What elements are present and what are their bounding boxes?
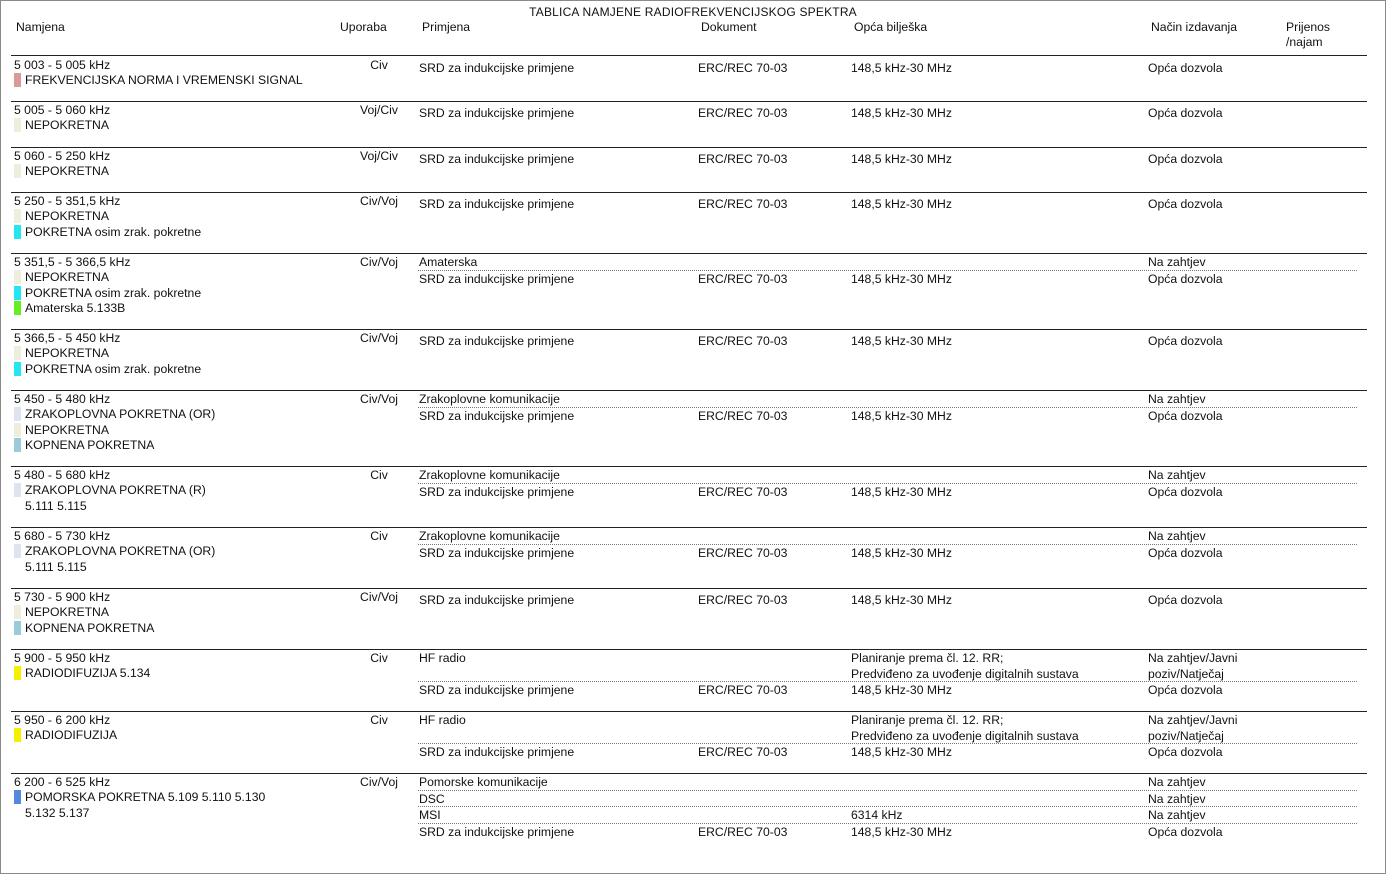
- primjena-cell: Zrakoplovne komunikacije: [419, 468, 560, 482]
- service-color-swatch: [14, 209, 21, 223]
- izdavanje-cell: Na zahtjev: [1148, 529, 1206, 543]
- uporaba-cell: Civ: [370, 58, 388, 72]
- izdavanje-cell: Opća dozvola: [1148, 334, 1223, 348]
- service-label: NEPOKRETNA: [25, 118, 109, 132]
- row-separator: [11, 329, 1367, 330]
- service-label: POKRETNA osim zrak. pokretne: [25, 224, 202, 239]
- table-title: TABLICA NAMJENE RADIOFREKVENCIJSKOG SPEKTRA: [529, 5, 857, 19]
- biljeska-cell: 148,5 kHz-30 MHz: [851, 197, 952, 211]
- service-label: POMORSKA POKRETNA 5.109 5.110 5.130: [25, 790, 266, 804]
- primjena-cell: Pomorske komunikacije: [419, 775, 548, 789]
- band-range: 6 200 - 6 525 kHz: [14, 775, 111, 789]
- dokument-cell: ERC/REC 70-03: [698, 152, 788, 166]
- table-row: [0, 255, 1386, 330]
- biljeska-cell: 6314 kHz: [851, 808, 903, 822]
- primjena-cell: SRD za indukcijske primjene: [419, 745, 575, 759]
- izdavanje-cell: Na zahtjev: [1148, 392, 1206, 406]
- primjena-cell: SRD za indukcijske primjene: [419, 546, 575, 560]
- biljeska-cell: 148,5 kHz-30 MHz: [851, 409, 952, 423]
- service-entry: [14, 346, 109, 362]
- service-entry: [14, 483, 206, 499]
- biljeska-cell: Predviđeno za uvođenje digitalnih sustava: [851, 728, 1079, 743]
- band-range: 5 680 - 5 730 kHz: [14, 529, 111, 543]
- header-biljeska: Opća bilješka: [854, 20, 928, 34]
- service-label: NEPOKRETNA: [25, 605, 109, 619]
- dokument-cell: ERC/REC 70-03: [698, 485, 788, 499]
- primjena-cell: MSI: [419, 808, 441, 822]
- row-separator: [11, 390, 1367, 391]
- izdavanje-cell: poziv/Natječaj: [1148, 666, 1224, 681]
- application-divider: [418, 806, 1357, 807]
- service-entry: [14, 666, 150, 682]
- header-prijenos-line1: Prijenos: [1286, 20, 1331, 34]
- service-color-swatch: [14, 362, 21, 376]
- service-label: 5.111 5.115: [25, 559, 87, 574]
- service-entry: [14, 286, 201, 302]
- service-entry: [14, 118, 109, 134]
- service-color-swatch: [14, 666, 21, 680]
- dokument-cell: ERC/REC 70-03: [698, 593, 788, 607]
- application-divider: [418, 270, 1357, 271]
- service-color-swatch: [14, 544, 21, 558]
- service-color-swatch: [14, 301, 21, 315]
- primjena-cell: SRD za indukcijske primjene: [419, 409, 575, 423]
- izdavanje-cell: Na zahtjev: [1148, 792, 1206, 806]
- service-color-swatch: [14, 483, 21, 497]
- biljeska-cell: 148,5 kHz-30 MHz: [851, 106, 952, 120]
- service-label: NEPOKRETNA: [25, 164, 109, 178]
- band-range: 5 900 - 5 950 kHz: [14, 651, 111, 665]
- izdavanje-cell: Na zahtjev: [1148, 468, 1206, 482]
- service-label: 5.111 5.115: [25, 498, 87, 513]
- service-color-swatch: [14, 621, 21, 635]
- biljeska-cell: 148,5 kHz-30 MHz: [851, 593, 952, 607]
- service-color-swatch: [14, 118, 21, 132]
- header-uporaba: Uporaba: [340, 20, 387, 34]
- service-entry: [14, 270, 109, 286]
- dokument-cell: ERC/REC 70-03: [698, 409, 788, 423]
- biljeska-cell: Planiranje prema čl. 12. RR;: [851, 651, 1004, 665]
- table-row: [0, 103, 1386, 148]
- primjena-cell: SRD za indukcijske primjene: [419, 152, 575, 166]
- biljeska-cell: Planiranje prema čl. 12. RR;: [851, 713, 1004, 727]
- header-primjena: Primjena: [422, 20, 471, 34]
- service-color-swatch: [14, 790, 21, 804]
- primjena-cell: DSC: [419, 792, 445, 806]
- application-divider: [418, 483, 1357, 484]
- application-divider: [418, 823, 1357, 824]
- primjena-cell: HF radio: [419, 713, 466, 727]
- service-entry: [14, 407, 215, 423]
- dokument-cell: ERC/REC 70-03: [698, 745, 788, 759]
- row-separator: [11, 147, 1367, 148]
- service-color-swatch: [14, 423, 21, 437]
- primjena-cell: SRD za indukcijske primjene: [419, 197, 575, 211]
- uporaba-cell: Civ: [370, 468, 388, 482]
- primjena-cell: SRD za indukcijske primjene: [419, 593, 575, 607]
- service-label: RADIODIFUZIJA: [25, 728, 118, 742]
- table-row: [0, 651, 1386, 712]
- izdavanje-cell: Na zahtjev: [1148, 808, 1206, 822]
- service-entry: [14, 225, 201, 241]
- izdavanje-cell: Opća dozvola: [1148, 825, 1223, 839]
- row-separator: [11, 101, 1367, 102]
- biljeska-cell: 148,5 kHz-30 MHz: [851, 825, 952, 839]
- primjena-cell: SRD za indukcijske primjene: [419, 334, 575, 348]
- primjena-cell: SRD za indukcijske primjene: [419, 683, 575, 697]
- biljeska-cell: 148,5 kHz-30 MHz: [851, 745, 952, 759]
- table-row: [0, 775, 1386, 852]
- primjena-cell: SRD za indukcijske primjene: [419, 106, 575, 120]
- service-entry: [14, 438, 154, 454]
- row-separator: [11, 192, 1367, 193]
- izdavanje-cell: poziv/Natječaj: [1148, 728, 1224, 743]
- service-color-swatch: [14, 806, 21, 820]
- row-separator: [11, 527, 1367, 528]
- service-color-swatch: [14, 407, 21, 421]
- uporaba-cell: Civ: [370, 651, 388, 665]
- dokument-cell: ERC/REC 70-03: [698, 334, 788, 348]
- service-label: NEPOKRETNA: [25, 346, 109, 360]
- application-divider: [418, 544, 1357, 545]
- dokument-cell: ERC/REC 70-03: [698, 61, 788, 75]
- primjena-cell: SRD za indukcijske primjene: [419, 485, 575, 499]
- header-rule: [11, 55, 1367, 56]
- service-label: NEPOKRETNA: [25, 270, 109, 284]
- band-range: 5 950 - 6 200 kHz: [14, 713, 111, 727]
- izdavanje-cell: Opća dozvola: [1148, 152, 1223, 166]
- header-prijenos-line2: /najam: [1286, 35, 1323, 49]
- service-entry: [14, 362, 201, 378]
- service-label: POKRETNA osim zrak. pokretne: [25, 285, 202, 300]
- primjena-cell: Zrakoplovne komunikacije: [419, 529, 560, 543]
- biljeska-cell: 148,5 kHz-30 MHz: [851, 485, 952, 499]
- service-entry: [14, 790, 265, 806]
- service-label: RADIODIFUZIJA 5.134: [25, 666, 151, 680]
- izdavanje-cell: Opća dozvola: [1148, 485, 1223, 499]
- service-label: NEPOKRETNA: [25, 209, 109, 223]
- row-separator: [11, 773, 1367, 774]
- service-entry: [14, 544, 215, 560]
- table-row: [0, 529, 1386, 589]
- uporaba-cell: Civ/Voj: [360, 590, 398, 604]
- band-range: 5 250 - 5 351,5 kHz: [14, 194, 121, 208]
- primjena-cell: Zrakoplovne komunikacije: [419, 392, 560, 406]
- izdavanje-cell: Na zahtjev: [1148, 255, 1206, 269]
- service-color-swatch: [14, 73, 21, 87]
- biljeska-cell: 148,5 kHz-30 MHz: [851, 683, 952, 697]
- biljeska-cell: 148,5 kHz-30 MHz: [851, 272, 952, 286]
- application-divider: [418, 790, 1357, 791]
- service-color-swatch: [14, 225, 21, 239]
- dokument-cell: ERC/REC 70-03: [698, 825, 788, 839]
- dokument-cell: ERC/REC 70-03: [698, 106, 788, 120]
- service-color-swatch: [14, 346, 21, 360]
- dokument-cell: ERC/REC 70-03: [698, 546, 788, 560]
- service-color-swatch: [14, 560, 21, 574]
- service-entry: [14, 605, 109, 621]
- row-separator: [11, 711, 1367, 712]
- uporaba-cell: Civ/Voj: [360, 255, 398, 269]
- uporaba-cell: Civ: [370, 529, 388, 543]
- service-entry: [14, 301, 125, 317]
- service-entry: [14, 423, 109, 439]
- application-divider: [418, 743, 1357, 744]
- application-divider: [418, 407, 1357, 408]
- service-label: KOPNENA POKRETNA: [25, 620, 155, 635]
- uporaba-cell: Civ: [370, 713, 388, 727]
- service-color-swatch: [14, 605, 21, 619]
- service-color-swatch: [14, 270, 21, 284]
- izdavanje-cell: Na zahtjev: [1148, 775, 1206, 789]
- band-range: 5 730 - 5 900 kHz: [14, 590, 111, 604]
- service-entry: [14, 621, 154, 637]
- primjena-cell: SRD za indukcijske primjene: [419, 61, 575, 75]
- biljeska-cell: 148,5 kHz-30 MHz: [851, 546, 952, 560]
- application-divider: [418, 681, 1357, 682]
- izdavanje-cell: Opća dozvola: [1148, 745, 1223, 759]
- row-separator: [11, 466, 1367, 467]
- uporaba-cell: Voj/Civ: [360, 149, 398, 163]
- service-entry: [14, 728, 117, 744]
- band-range: 5 005 - 5 060 kHz: [14, 103, 111, 117]
- biljeska-cell: Predviđeno za uvođenje digitalnih sustava: [851, 666, 1079, 681]
- service-color-swatch: [14, 438, 21, 452]
- service-label: 5.132 5.137: [25, 805, 90, 820]
- service-entry: [14, 806, 89, 822]
- izdavanje-cell: Opća dozvola: [1148, 546, 1223, 560]
- band-range: 5 450 - 5 480 kHz: [14, 392, 111, 406]
- service-entry: [14, 499, 87, 515]
- service-label: KOPNENA POKRETNA: [25, 438, 155, 452]
- header-izdavanje: Način izdavanja: [1151, 20, 1238, 34]
- biljeska-cell: 148,5 kHz-30 MHz: [851, 61, 952, 75]
- dokument-cell: ERC/REC 70-03: [698, 683, 788, 697]
- uporaba-cell: Civ/Voj: [360, 194, 398, 208]
- izdavanje-cell: Opća dozvola: [1148, 409, 1223, 423]
- header-prijenos: [1286, 20, 1330, 50]
- table-row: [0, 468, 1386, 528]
- service-label: ZRAKOPLOVNA POKRETNA (OR): [25, 544, 216, 558]
- service-entry: [14, 209, 109, 225]
- uporaba-cell: Civ/Voj: [360, 331, 398, 345]
- service-label: FREKVENCIJSKA NORMA I VREMENSKI SIGNAL: [25, 73, 303, 87]
- dokument-cell: ERC/REC 70-03: [698, 197, 788, 211]
- uporaba-cell: Civ/Voj: [360, 775, 398, 789]
- service-entry: [14, 560, 87, 576]
- header-namjena: Namjena: [16, 20, 65, 34]
- row-separator: [11, 588, 1367, 589]
- band-range: 5 351,5 - 5 366,5 kHz: [14, 255, 131, 269]
- table-row: [0, 149, 1386, 193]
- row-separator: [11, 649, 1367, 650]
- band-range: 5 060 - 5 250 kHz: [14, 149, 111, 163]
- primjena-cell: Amaterska: [419, 255, 478, 269]
- uporaba-cell: Civ/Voj: [360, 392, 398, 406]
- service-label: ZRAKOPLOVNA POKRETNA (R): [25, 483, 206, 497]
- band-range: 5 480 - 5 680 kHz: [14, 468, 111, 482]
- izdavanje-cell: Opća dozvola: [1148, 683, 1223, 697]
- dokument-cell: ERC/REC 70-03: [698, 272, 788, 286]
- table-row: [0, 194, 1386, 254]
- service-label: ZRAKOPLOVNA POKRETNA (OR): [25, 407, 216, 421]
- izdavanje-cell: Opća dozvola: [1148, 593, 1223, 607]
- band-range: 5 003 - 5 005 kHz: [14, 58, 111, 72]
- service-entry: [14, 164, 109, 180]
- table-row: [0, 713, 1386, 774]
- primjena-cell: SRD za indukcijske primjene: [419, 272, 575, 286]
- biljeska-cell: 148,5 kHz-30 MHz: [851, 334, 952, 348]
- primjena-cell: SRD za indukcijske primjene: [419, 825, 575, 839]
- table-row: [0, 392, 1386, 467]
- primjena-cell: HF radio: [419, 651, 466, 665]
- izdavanje-cell: Na zahtjev/Javni: [1148, 651, 1238, 665]
- service-label: Amaterska 5.133B: [25, 301, 126, 315]
- header-dokument: Dokument: [701, 20, 757, 34]
- table-row: [0, 331, 1386, 391]
- service-entry: [14, 73, 303, 89]
- izdavanje-cell: Opća dozvola: [1148, 197, 1223, 211]
- service-color-swatch: [14, 499, 21, 513]
- uporaba-cell: Voj/Civ: [360, 103, 398, 117]
- izdavanje-cell: Opća dozvola: [1148, 106, 1223, 120]
- service-label: POKRETNA osim zrak. pokretne: [25, 361, 202, 376]
- service-color-swatch: [14, 164, 21, 178]
- izdavanje-cell: Opća dozvola: [1148, 272, 1223, 286]
- service-label: NEPOKRETNA: [25, 422, 109, 437]
- table-row: [0, 590, 1386, 650]
- table-row: [0, 58, 1386, 102]
- band-range: 5 366,5 - 5 450 kHz: [14, 331, 121, 345]
- service-color-swatch: [14, 286, 21, 300]
- service-color-swatch: [14, 728, 21, 742]
- biljeska-cell: 148,5 kHz-30 MHz: [851, 152, 952, 166]
- izdavanje-cell: Na zahtjev/Javni: [1148, 713, 1238, 727]
- izdavanje-cell: Opća dozvola: [1148, 61, 1223, 75]
- row-separator: [11, 253, 1367, 254]
